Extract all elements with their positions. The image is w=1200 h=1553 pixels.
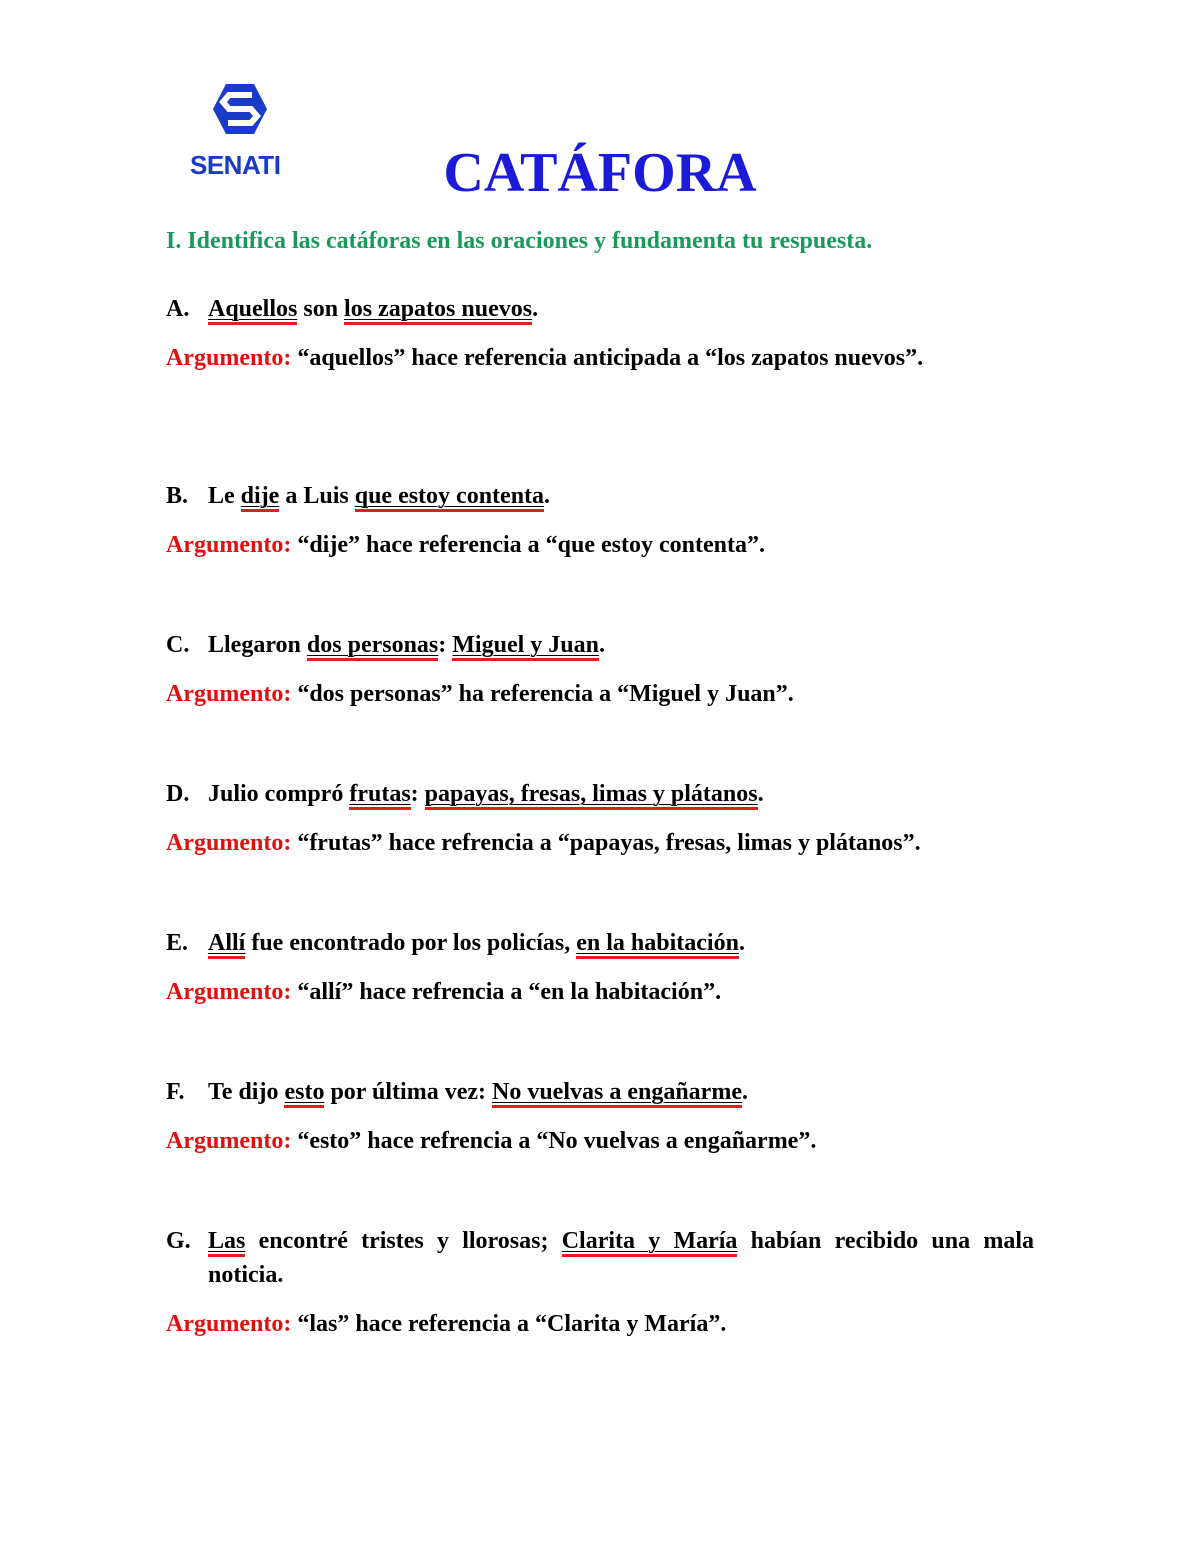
exercise-item-a — [166, 292, 1034, 375]
sentence-segment: Llegaron — [208, 632, 307, 658]
cataphor-word: dos personas — [307, 632, 438, 661]
argument — [166, 975, 1034, 1009]
sentence-text — [208, 926, 1034, 960]
referent-phrase: en la habitación — [576, 930, 739, 959]
logo-text: SENATI — [190, 150, 281, 180]
argument — [166, 1307, 1034, 1341]
senati-s-hexagon-icon — [212, 82, 268, 136]
argument-text: “esto” hace refrencia a “No vuelvas a engañarme”. — [297, 1128, 817, 1154]
item-letter: A. — [166, 296, 190, 322]
cataphor-word: Allí — [208, 930, 245, 959]
sentence-segment: : — [410, 781, 425, 807]
sentence-segment: Le — [208, 483, 241, 509]
item-letter: B. — [166, 483, 189, 509]
sentence-segment: . — [757, 781, 764, 807]
exercise-item-g — [166, 1224, 1034, 1341]
sentence — [166, 628, 1034, 662]
sentence-segment: . — [741, 1079, 748, 1105]
sentence-segment: encontré tristes y llorosas; — [245, 1228, 562, 1254]
sentence-segment: Te dijo — [208, 1079, 285, 1105]
sentence-segment: por última vez: — [324, 1079, 492, 1105]
argument-text: “dije” hace referencia a “que estoy contenta”. — [297, 532, 765, 558]
item-letter: D. — [166, 781, 190, 807]
sentence-segment: habían recibido una mala noticia. — [208, 1228, 1034, 1288]
cataphor-word: esto — [284, 1079, 324, 1108]
item-letter: G. — [166, 1228, 191, 1254]
item-letter: F. — [166, 1079, 185, 1105]
referent-phrase: Clarita y María — [562, 1228, 738, 1257]
exercise-item-e — [166, 926, 1034, 1009]
argument-label: Argumento: — [166, 1311, 292, 1337]
argument-label: Argumento: — [166, 345, 292, 371]
argument — [166, 341, 1034, 375]
sentence-segment: . — [544, 483, 551, 509]
argument — [166, 1124, 1034, 1158]
item-letter: E. — [166, 930, 189, 956]
referent-phrase: papayas, fresas, limas y plátanos — [425, 781, 758, 810]
sentence — [166, 777, 1034, 811]
sentence — [166, 926, 1034, 960]
sentence — [166, 479, 1034, 513]
argument-label: Argumento: — [166, 830, 292, 856]
argument — [166, 677, 1034, 711]
argument-label: Argumento: — [166, 532, 292, 558]
cataphor-word: frutas — [349, 781, 410, 810]
sentence-segment: son — [297, 296, 345, 322]
sentence-text — [208, 628, 1034, 662]
exercise-item-b — [166, 479, 1034, 562]
argument — [166, 528, 1034, 562]
argument-text: “las” hace referencia a “Clarita y María”. — [297, 1311, 727, 1337]
referent-phrase: que estoy contenta — [355, 483, 544, 512]
sentence-text — [208, 292, 1034, 326]
page-title: CATÁFORA — [443, 142, 757, 204]
item-letter: C. — [166, 632, 190, 658]
argument-text: “aquellos” hace referencia anticipada a “los zapatos nuevos”. — [297, 345, 924, 371]
sentence-segment: Julio compró — [208, 781, 350, 807]
sentence-segment: . — [598, 632, 605, 658]
argument-text: “dos personas” ha referencia a “Miguel y Juan”. — [297, 681, 794, 707]
sentence — [166, 292, 1034, 326]
argument-label: Argumento: — [166, 979, 292, 1005]
sentence — [166, 1224, 1034, 1292]
exercise-item-c — [166, 628, 1034, 711]
sentence-segment: a Luis — [279, 483, 355, 509]
sentence-segment: . — [532, 296, 539, 322]
sentence-segment: . — [738, 930, 745, 956]
argument-text: “frutas” hace refrencia a “papayas, fresas, limas y plátanos”. — [297, 830, 921, 856]
sentence-text — [208, 1224, 1034, 1292]
exercise-item-f — [166, 1075, 1034, 1158]
referent-phrase: No vuelvas a engañarme — [492, 1079, 742, 1108]
cataphor-word: Las — [208, 1228, 245, 1257]
sentence-segment: : — [438, 632, 453, 658]
sentence-text — [208, 1075, 1034, 1109]
referent-phrase: los zapatos nuevos — [344, 296, 532, 325]
sentence-segment: fue encontrado por los policías, — [245, 930, 577, 956]
sentence-text — [208, 479, 1034, 513]
sentence-text — [208, 777, 1034, 811]
sentence — [166, 1075, 1034, 1109]
referent-phrase: Miguel y Juan — [452, 632, 599, 661]
exercise-item-d — [166, 777, 1034, 860]
instruction: I. Identifica las catáforas en las oraciones y fundamenta tu respuesta. — [166, 228, 873, 254]
argument-label: Argumento: — [166, 681, 292, 707]
cataphor-word: Aquellos — [208, 296, 297, 325]
argument-text: “allí” hace refrencia a “en la habitación”. — [297, 979, 722, 1005]
argument-label: Argumento: — [166, 1128, 292, 1154]
cataphor-word: dije — [241, 483, 280, 512]
argument — [166, 826, 1034, 860]
